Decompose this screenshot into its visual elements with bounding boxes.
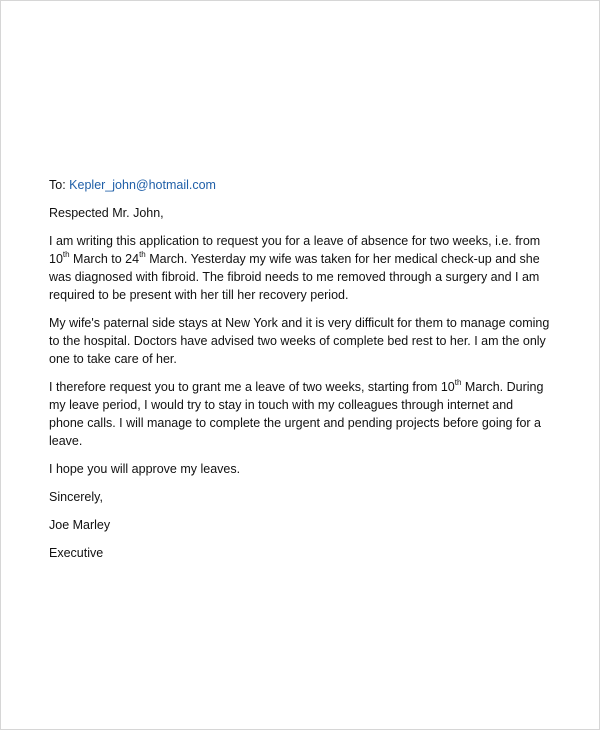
spacer [49, 534, 569, 544]
paragraph-3-line-1-end: March. During [461, 380, 544, 394]
letter-body [49, 176, 569, 562]
spacer [49, 478, 569, 488]
ordinal-suffix: th [454, 377, 462, 387]
signature-title: Executive [49, 546, 104, 560]
date-day-start: 10 [49, 252, 63, 266]
spacer [49, 194, 569, 204]
paragraph-1-line-2-end: March. Yesterday my wife was taken for her medical check-up and she [145, 252, 540, 266]
ordinal-suffix: th [139, 249, 146, 259]
spacer [49, 304, 569, 314]
recipient-email-link[interactable]: Kepler_john@hotmail.com [69, 178, 216, 192]
paragraph-3-line-1-start: I therefore request you to grant me a leave of two weeks, starting from 10 [49, 380, 455, 394]
paragraph-1 [49, 232, 569, 304]
paragraph-2-line-3: one to take care of her. [49, 352, 177, 366]
salutation: Respected Mr. John, [49, 206, 164, 220]
paragraph-3-line-1 [49, 378, 569, 396]
spacer [49, 506, 569, 516]
paragraph-2-line-2: to the hospital. Doctors have advised two weeks of complete bed rest to her. I am the only [49, 334, 546, 348]
paragraph-2 [49, 314, 569, 368]
paragraph-3-line-2: my leave period, I would try to stay in touch with my colleagues through internet and [49, 398, 514, 412]
closing: Sincerely, [49, 490, 103, 504]
spacer [49, 450, 569, 460]
paragraph-3-line-4: leave. [49, 434, 83, 448]
spacer [49, 222, 569, 232]
paragraph-3-line-3: phone calls. I will manage to complete the urgent and pending projects before going for a [49, 416, 541, 430]
ordinal-suffix: th [62, 249, 70, 259]
recipient-line [49, 176, 569, 194]
paragraph-1-line-3: was diagnosed with fibroid. The fibroid needs to me removed through a surgery and I am [49, 270, 540, 284]
paragraph-1-line-1: I am writing this application to request you for a leave of absence for two weeks, i.e. from [49, 234, 541, 248]
paragraph-3 [49, 378, 569, 450]
paragraph-1-line-2 [49, 250, 569, 268]
paragraph-2-line-1: My wife's paternal side stays at New York and it is very difficult for them to manage coming [49, 316, 550, 330]
date-range-text: March to 24 [69, 252, 140, 266]
spacer [49, 368, 569, 378]
to-label: To: [49, 178, 66, 192]
paragraph-4: I hope you will approve my leaves. [49, 462, 241, 476]
signature-name: Joe Marley [49, 518, 111, 532]
paragraph-1-line-4: required to be present with her till her recovery period. [49, 288, 349, 302]
